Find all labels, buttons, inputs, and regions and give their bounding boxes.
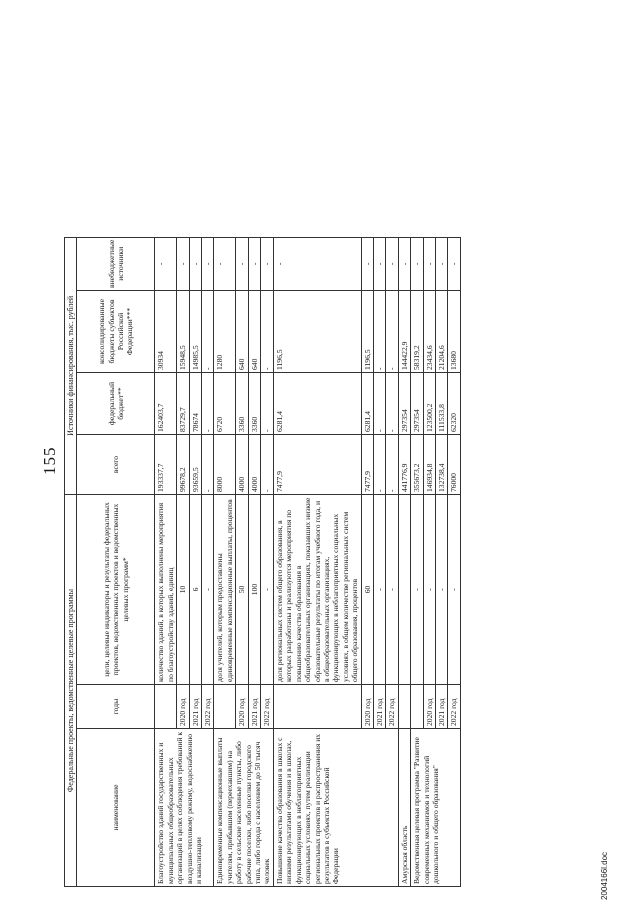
- total-cell: 8000: [214, 435, 236, 495]
- extra-cell: -: [361, 237, 373, 290]
- indicator-value: -: [448, 495, 460, 685]
- total-cell: -: [373, 435, 385, 495]
- total-cell: -: [386, 435, 398, 495]
- indicator-value: 50: [236, 495, 248, 685]
- extra-cell: -: [248, 237, 260, 290]
- federal-cell: 78674: [189, 373, 201, 435]
- indicator-text: [398, 495, 410, 685]
- page-number: 155: [40, 446, 59, 475]
- total-cell: 4000: [236, 435, 248, 495]
- indicator-text: доля региональных систем общего образования, в которых разработаны и реализуются мероприятия по повышению качества образования в общеобразовательных организациях, показавших низкие образовательные результаты по итогам учебного года, и в общеобразовательных организациях, функционирующих в неблагоприятных социальных условиях, в общем количестве региональных систем общего образования, процентов: [273, 495, 361, 685]
- year-cell: [411, 685, 423, 729]
- year-cell: 2020 год: [423, 685, 435, 729]
- regional-cell: 23434,6: [423, 291, 435, 373]
- total-cell: 99678,2: [177, 435, 189, 495]
- extra-cell: -: [189, 237, 201, 290]
- year-cell: 2022 год: [386, 685, 398, 729]
- regional-cell: 30934: [155, 291, 177, 373]
- indicator-value: -: [373, 495, 385, 685]
- header-federal: федеральный бюджет**: [77, 373, 155, 435]
- federal-cell: 6720: [214, 373, 236, 435]
- funding-table: [64, 237, 461, 887]
- extra-cell: -: [155, 237, 177, 290]
- indicator-text: количество зданий, в которых выполнены мероприятия по благоустройству зданий, единиц: [155, 495, 177, 685]
- extra-cell: -: [273, 237, 361, 290]
- indicator-value: 10: [177, 495, 189, 685]
- table-row: [214, 237, 236, 886]
- total-cell: 146934,8: [423, 435, 435, 495]
- regional-cell: 14985,5: [189, 291, 201, 373]
- header-goals: цели, целевые индикаторы и результаты федеральных проектов, ведомственных проектов и ведомственных целевых программ*: [77, 495, 155, 685]
- extra-cell: -: [448, 237, 460, 290]
- measure-name: Повышение качества образования в школах с низкими результатами обучения и в школах, функционирующих в неблагоприятных социальных условиях, путем реализации региональных проектов и распространения их результатов в субъектах Российской Федерации: [273, 729, 398, 887]
- indicator-value: 60: [361, 495, 373, 685]
- indicator-value: 100: [248, 495, 260, 685]
- header-total: всего: [77, 435, 155, 495]
- header-row-2: [77, 237, 155, 886]
- regional-cell: 144422,9: [398, 291, 410, 373]
- regional-cell: -: [202, 291, 214, 373]
- total-cell: 76000: [448, 435, 460, 495]
- total-cell: 355673,2: [411, 435, 423, 495]
- extra-cell: -: [386, 237, 398, 290]
- total-cell: 7477,9: [361, 435, 373, 495]
- regional-cell: 640: [248, 291, 260, 373]
- federal-cell: 62320: [448, 373, 460, 435]
- year-cell: [273, 685, 361, 729]
- year-cell: 2022 год: [448, 685, 460, 729]
- extra-cell: -: [177, 237, 189, 290]
- extra-cell: -: [261, 237, 274, 290]
- table-row: [411, 237, 423, 886]
- year-cell: 2021 год: [248, 685, 260, 729]
- region-name: Амурская область: [398, 729, 410, 887]
- year-cell: [398, 685, 410, 729]
- year-cell: 2022 год: [202, 685, 214, 729]
- regional-cell: 640: [236, 291, 248, 373]
- extra-cell: -: [236, 237, 248, 290]
- indicator-value: -: [261, 495, 274, 685]
- indicator-value: -: [423, 495, 435, 685]
- year-cell: 2021 год: [189, 685, 201, 729]
- federal-cell: 3360: [236, 373, 248, 435]
- extra-cell: -: [202, 237, 214, 290]
- measure-name: Благоустройство зданий государственных и муниципальных общеобразовательных организаций в целях соблюдения требований к воздушно-тепловому режиму, водоснабжению и канализации: [155, 729, 214, 887]
- table-row: [155, 237, 177, 886]
- header-name: наименование: [77, 729, 155, 887]
- indicator-value: -: [386, 495, 398, 685]
- total-cell: -: [261, 435, 274, 495]
- document-id: 2004166l.doc: [600, 851, 609, 900]
- federal-cell: 6281,4: [273, 373, 361, 435]
- header-extra: внебюджетные источники: [77, 237, 155, 290]
- year-cell: 2020 год: [177, 685, 189, 729]
- indicator-value: 6: [189, 495, 201, 685]
- indicator-value: -: [202, 495, 214, 685]
- table-row: [273, 237, 361, 886]
- year-cell: 2021 год: [435, 685, 447, 729]
- header-regional: консолидированные бюджеты субъектов Российской Федерации***: [77, 291, 155, 373]
- regional-cell: 58319,2: [411, 291, 423, 373]
- total-cell: 193337,7: [155, 435, 177, 495]
- federal-cell: -: [373, 373, 385, 435]
- extra-cell: -: [423, 237, 435, 290]
- year-cell: [214, 685, 236, 729]
- header-years: годы: [77, 685, 155, 729]
- indicator-value: -: [435, 495, 447, 685]
- regional-cell: 1280: [214, 291, 236, 373]
- regional-cell: 15948,5: [177, 291, 189, 373]
- year-cell: 2021 год: [373, 685, 385, 729]
- regional-cell: -: [373, 291, 385, 373]
- extra-cell: -: [411, 237, 423, 290]
- measure-name: Единовременные компенсационные выплаты учителям, прибывшим (переехавшим) на работу в сельские населенные пункты, либо рабочие поселки, либо поселки городского типа, либо города с населением до 50 тысяч человек: [214, 729, 273, 887]
- extra-cell: -: [214, 237, 236, 290]
- federal-cell: 6281,4: [361, 373, 373, 435]
- extra-cell: -: [398, 237, 410, 290]
- indicator-value: -: [411, 495, 423, 685]
- federal-cell: 111533,8: [435, 373, 447, 435]
- total-cell: 7477,9: [273, 435, 361, 495]
- federal-cell: 123500,2: [423, 373, 435, 435]
- year-cell: 2020 год: [361, 685, 373, 729]
- federal-cell: 3360: [248, 373, 260, 435]
- regional-cell: 1196,5: [361, 291, 373, 373]
- federal-cell: -: [261, 373, 274, 435]
- extra-cell: -: [373, 237, 385, 290]
- federal-cell: -: [202, 373, 214, 435]
- total-cell: -: [202, 435, 214, 495]
- total-cell: 132738,4: [435, 435, 447, 495]
- total-cell: 441776,9: [398, 435, 410, 495]
- federal-cell: -: [386, 373, 398, 435]
- regional-cell: 1196,5: [273, 291, 361, 373]
- program-name: Ведомственная целевая программа "Развитие современных механизмов и технологий дошкольного и общего образования": [411, 729, 461, 887]
- total-cell: 4000: [248, 435, 260, 495]
- regional-cell: -: [386, 291, 398, 373]
- year-cell: 2020 год: [236, 685, 248, 729]
- header-group-title: Федеральные проекты, ведомственные целевые программы: [65, 495, 77, 887]
- federal-cell: 162403,7: [155, 373, 177, 435]
- indicator-text: доля учителей, которым предоставлены единовременные компенсационные выплаты, процентов: [214, 495, 236, 685]
- regional-cell: -: [261, 291, 274, 373]
- year-cell: [155, 685, 177, 729]
- regional-cell: 21204,6: [435, 291, 447, 373]
- year-cell: 2022 год: [261, 685, 274, 729]
- region-row: [398, 237, 410, 886]
- total-cell: 93659,5: [189, 435, 201, 495]
- regional-cell: 13680: [448, 291, 460, 373]
- extra-cell: -: [435, 237, 447, 290]
- federal-cell: 297354: [411, 373, 423, 435]
- header-row-1: [65, 237, 77, 886]
- federal-cell: 297354: [398, 373, 410, 435]
- federal-cell: 83729,7: [177, 373, 189, 435]
- header-funding-title: Источники финансирования, тыс. рублей: [65, 237, 77, 494]
